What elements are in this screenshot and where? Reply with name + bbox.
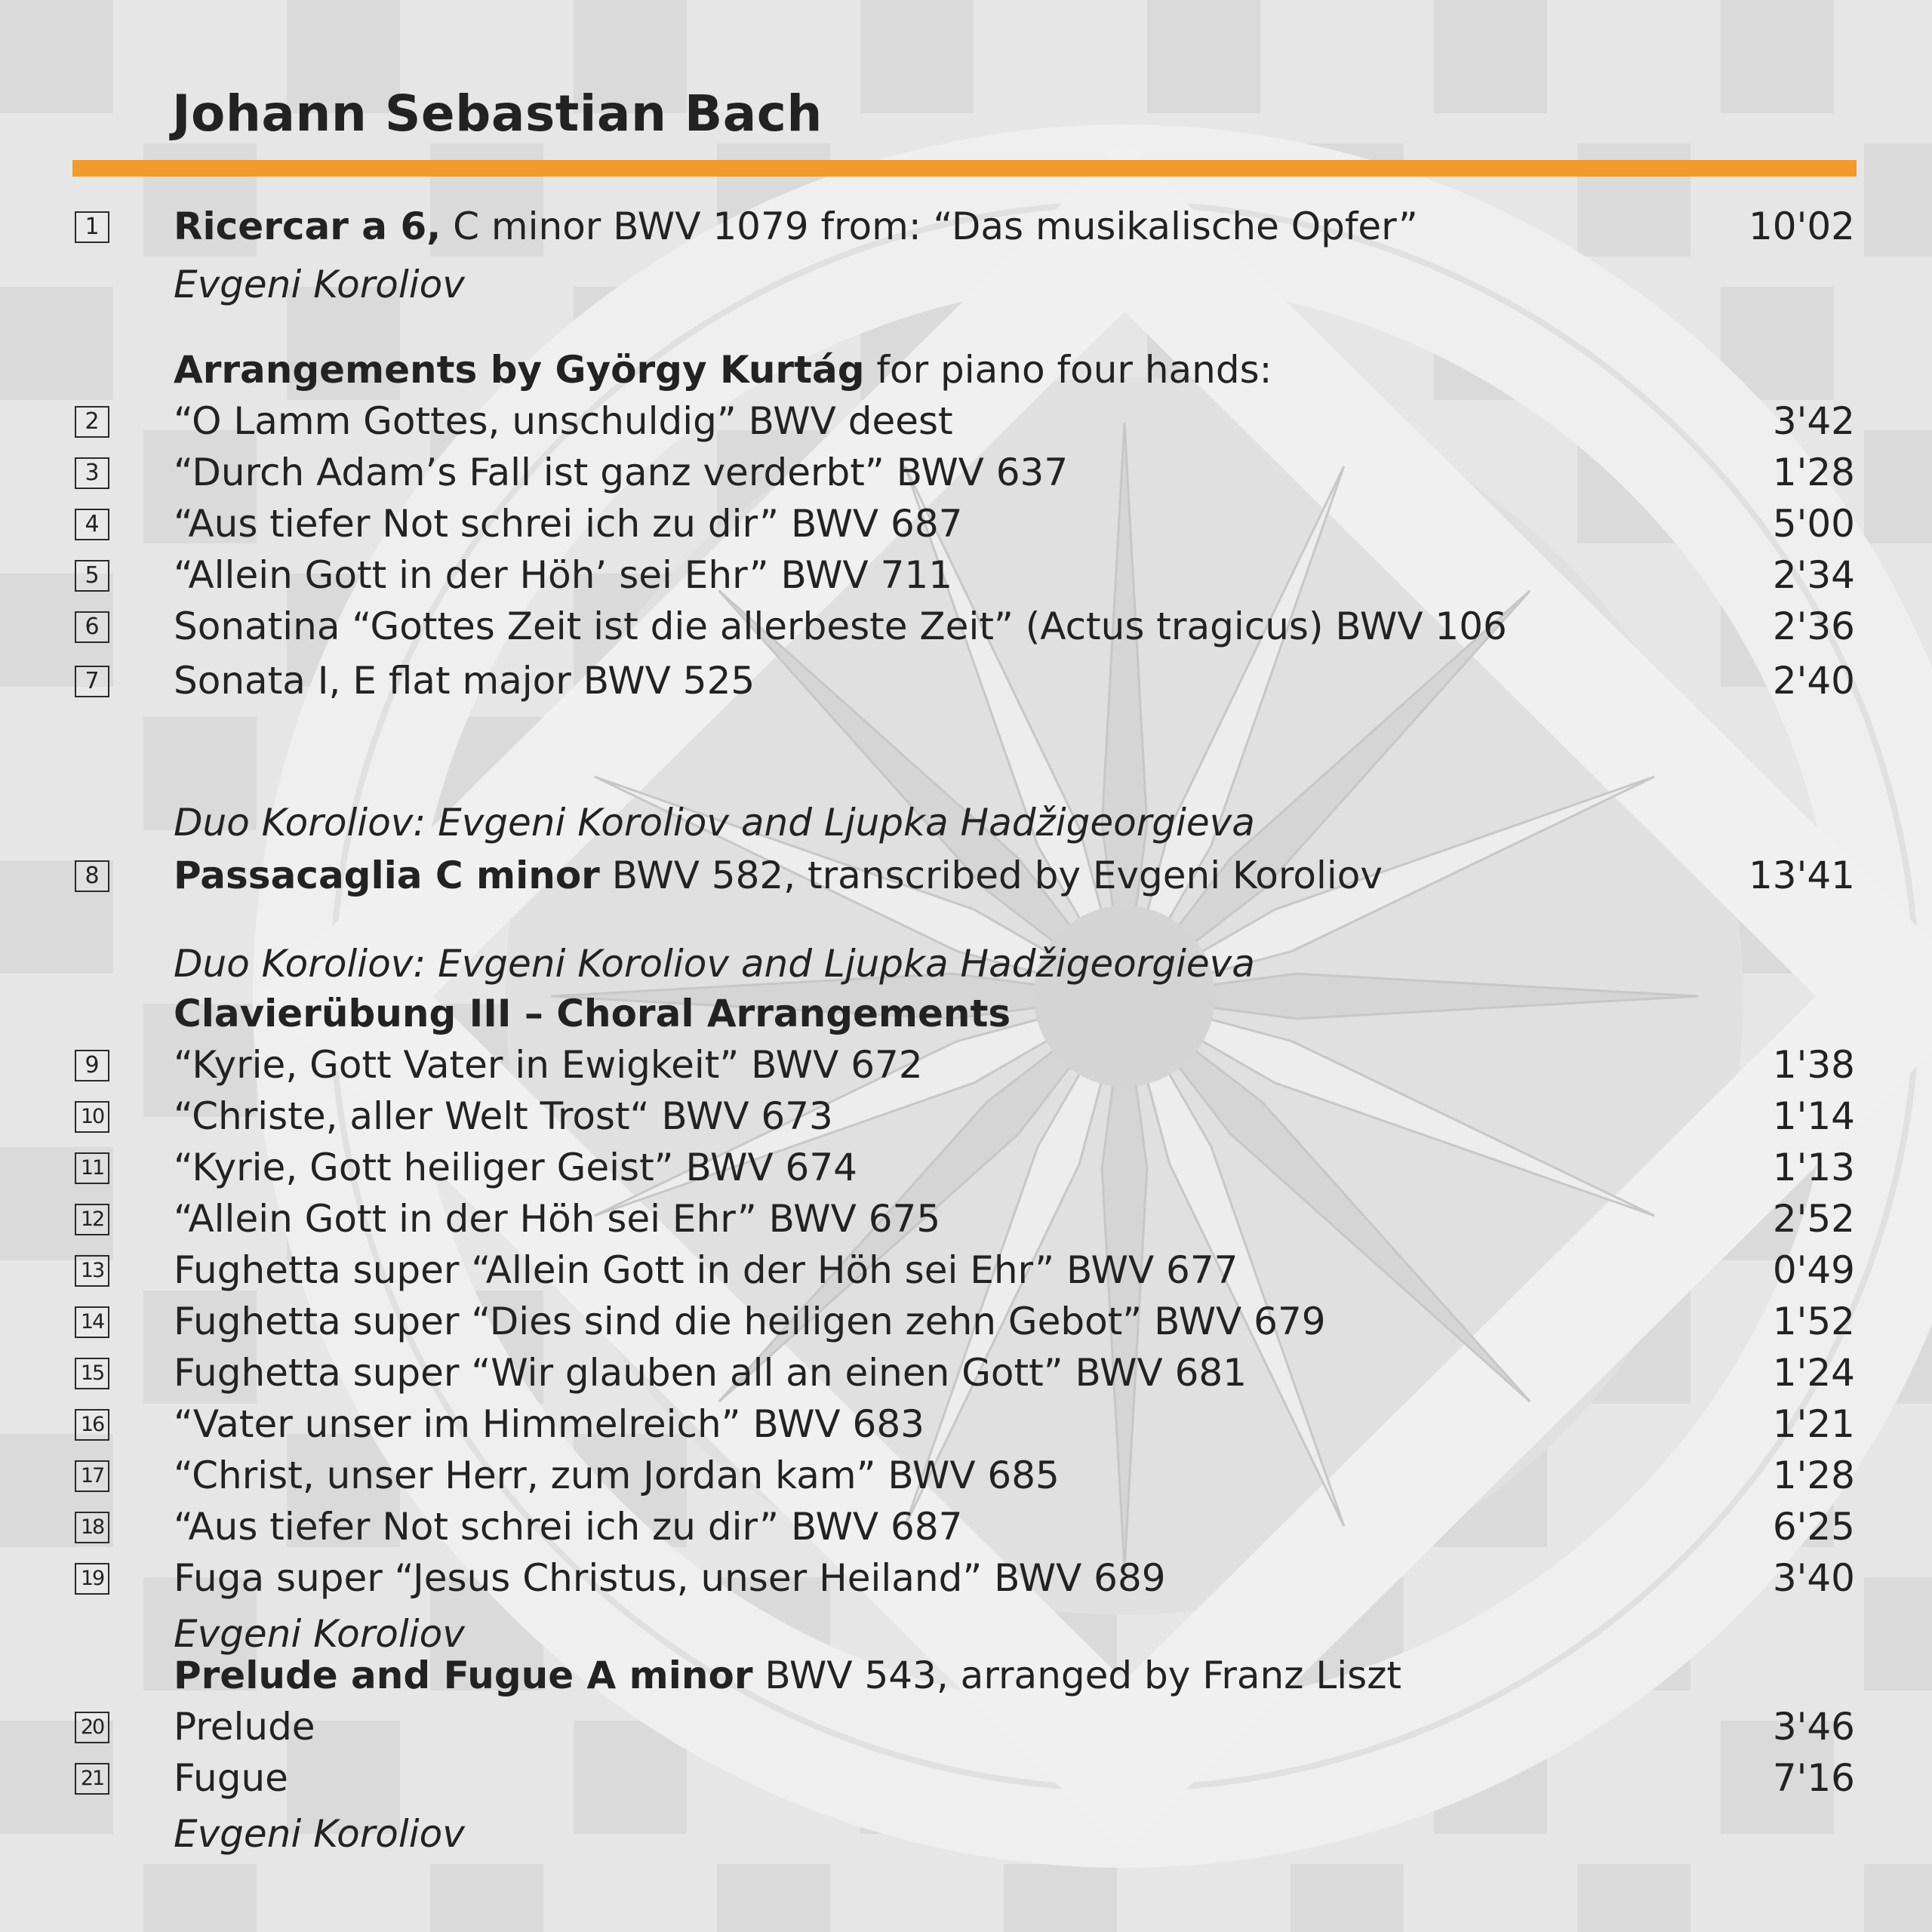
track-duration: 1'38 [1772,1043,1855,1087]
title-regular-part: “Aus tiefer Not schrei ich zu dir” BWV 687 [174,1505,963,1549]
track-number: 7 [75,666,109,697]
title-regular-part: “Kyrie, Gott Vater in Ewigkeit” BWV 672 [174,1043,923,1087]
track-number: 10 [75,1101,109,1133]
track-duration: 5'00 [1772,502,1855,546]
track-duration: 0'49 [1772,1248,1855,1292]
title-regular-part: C minor BWV 1079 from: “Das musikalische Opfer” [441,205,1418,248]
accent-rule [72,160,1857,177]
title-bold-part: Passacaglia C minor [174,854,600,897]
title-regular-part: “Kyrie, Gott heiliger Geist” BWV 674 [174,1146,857,1189]
title-bold-part: Ricercar a 6, [174,205,441,248]
title-regular-part: Fughetta super “Wir glauben all an einen Gott” BWV 681 [174,1351,1247,1395]
track-duration: 2'40 [1772,659,1855,703]
performer-line: Evgeni Koroliov [174,1812,465,1856]
track-duration: 1'13 [1772,1146,1855,1189]
track-number: 1 [75,211,109,243]
title-regular-part: BWV 582, transcribed by Evgeni Koroliov [599,854,1383,897]
track-number: 15 [75,1358,109,1389]
track-number: 11 [75,1152,109,1184]
track-number: 8 [75,860,109,892]
title-bold-part: Arrangements by György Kurtág [174,348,865,392]
track-duration: 3'42 [1772,399,1855,443]
track-title [174,1042,1683,1088]
track-number: 17 [75,1460,109,1492]
track-title [174,1094,1683,1139]
track-number: 3 [75,457,109,489]
title-regular-part: Fugue [174,1756,288,1800]
track-number: 12 [75,1204,109,1235]
title-bold-part: Prelude and Fugue A minor [174,1654,753,1697]
performer-line: Duo Koroliov: Evgeni Koroliov and Ljupka Hadžigeorgieva [174,942,1255,986]
track-title [174,1299,1683,1344]
title-regular-part: Sonatina “Gottes Zeit ist die allerbeste Zeit” (Actus tragicus) BWV 106 [174,605,1507,648]
title-regular-part: “Vater unser im Himmelreich” BWV 683 [174,1402,924,1446]
section-heading [174,991,1683,1036]
track-title [174,853,1683,898]
track-duration: 2'52 [1772,1197,1855,1241]
track-number: 6 [75,611,109,643]
track-title [174,204,1683,249]
track-number: 14 [75,1306,109,1338]
title-regular-part: for piano four hands: [864,348,1272,392]
track-title [174,1453,1683,1498]
title-regular-part: “Allein Gott in der Höh’ sei Ehr” BWV 711 [174,553,953,597]
title-regular-part: Fughetta super “Dies sind die heiligen zehn Gebot” BWV 679 [174,1300,1326,1343]
track-number: 5 [75,560,109,592]
composer-title: Johann Sebastian Bach [172,85,823,143]
title-regular-part: “Christ, unser Herr, zum Jordan kam” BWV 685 [174,1454,1060,1497]
track-number: 4 [75,509,109,540]
title-regular-part: BWV 543, arranged by Franz Liszt [752,1654,1402,1697]
title-regular-part: “Christe, aller Welt Trost“ BWV 673 [174,1094,833,1138]
section-heading [174,1653,1683,1698]
track-duration: 10'02 [1749,205,1855,248]
track-title [174,1555,1683,1601]
title-regular-part: Fughetta super “Allein Gott in der Höh sei Ehr” BWV 677 [174,1248,1238,1292]
track-title [174,1504,1683,1549]
track-title [174,1247,1683,1293]
track-number: 2 [75,406,109,438]
track-title [174,1401,1683,1447]
track-title [174,1755,1683,1801]
title-regular-part: Fuga super “Jesus Christus, unser Heiland” BWV 689 [174,1556,1166,1600]
track-duration: 6'25 [1772,1505,1855,1549]
track-duration: 2'36 [1772,605,1855,648]
track-duration: 1'52 [1772,1300,1855,1343]
track-number: 13 [75,1255,109,1287]
track-duration: 3'40 [1772,1556,1855,1600]
track-number: 16 [75,1409,109,1441]
track-number: 18 [75,1512,109,1543]
track-duration: 3'46 [1772,1705,1855,1749]
track-duration: 1'28 [1772,451,1855,494]
title-regular-part: “Allein Gott in der Höh sei Ehr” BWV 675 [174,1197,941,1241]
title-regular-part: Sonata I, E flat major BWV 525 [174,659,755,703]
track-number: 9 [75,1050,109,1081]
track-title [174,398,1683,444]
section-heading [174,347,1683,392]
title-regular-part: Prelude [174,1705,315,1749]
title-bold-part: Clavierübung III – Choral Arrangements [174,992,1011,1035]
track-duration: 1'24 [1772,1351,1855,1395]
track-duration: 1'14 [1772,1094,1855,1138]
track-title [174,1704,1683,1749]
performer-line: Evgeni Koroliov [174,263,465,306]
track-number: 19 [75,1563,109,1595]
track-title [174,501,1683,546]
track-title [174,604,1683,649]
performer-line: Evgeni Koroliov [174,1612,465,1656]
track-title [174,1350,1683,1395]
track-title [174,450,1683,495]
track-title [174,1196,1683,1241]
track-number: 20 [75,1712,109,1743]
track-duration: 13'41 [1749,854,1855,897]
title-regular-part: “Aus tiefer Not schrei ich zu dir” BWV 687 [174,502,963,546]
performer-line: Duo Koroliov: Evgeni Koroliov and Ljupka Hadžigeorgieva [174,801,1255,844]
track-title [174,658,1683,703]
track-duration: 2'34 [1772,553,1855,597]
track-duration: 7'16 [1772,1756,1855,1800]
track-duration: 1'21 [1772,1402,1855,1446]
track-duration: 1'28 [1772,1454,1855,1497]
track-number: 21 [75,1763,109,1795]
title-regular-part: “O Lamm Gottes, unschuldig” BWV deest [174,399,953,443]
track-title [174,1145,1683,1190]
track-title [174,552,1683,598]
title-regular-part: “Durch Adam’s Fall ist ganz verderbt” BWV 637 [174,451,1069,494]
